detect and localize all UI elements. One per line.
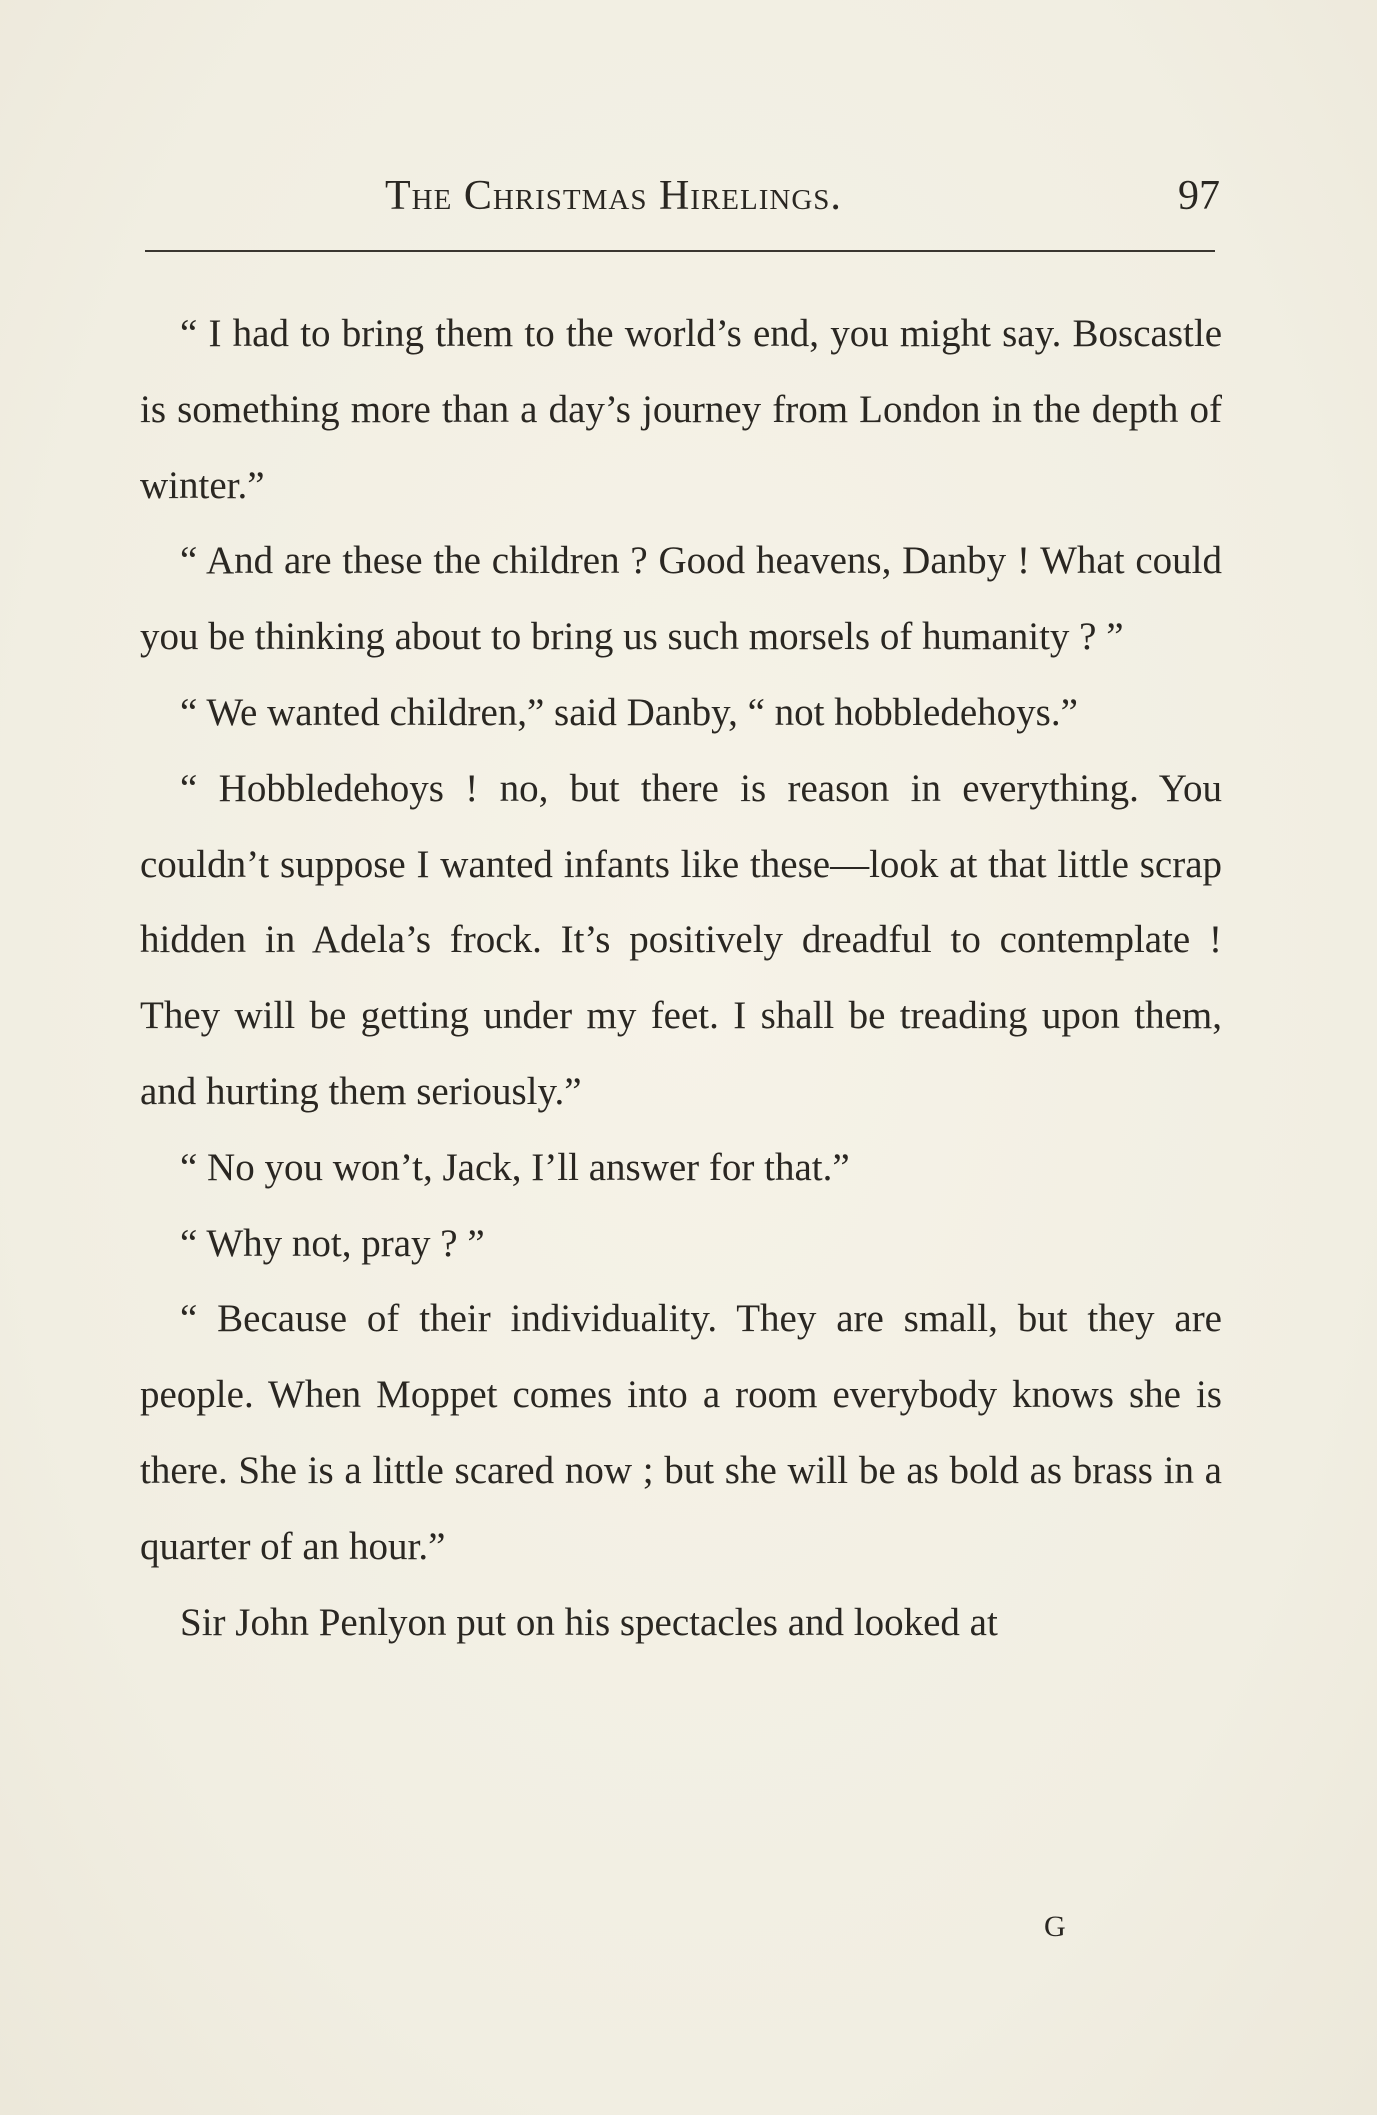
paragraph: Sir John Penlyon put on his spectacles and looked at (180, 1600, 998, 1644)
paragraph: “ No you won’t, Jack, I’ll answer for that.” (180, 1145, 850, 1189)
paragraph: “ I had to bring them to the world’s end, you might say. Boscastle is something more than a day’s journey from London in the depth of winter.” (140, 312, 1222, 507)
running-title: The Christmas Hirelings. (385, 173, 842, 219)
paragraph: “ Hobbledehoys ! no, but there is reason in everything. You couldn’t suppose I wanted infants like these—look at that little scrap hidden in Adela’s frock. It’s positively dreadful to contemplate ! They will be getting under my feet. I shall be treading upon them, and hurting them seriously.” (140, 766, 1222, 1113)
paragraph: “ Why not, pray ? ” (180, 1221, 485, 1265)
signature-mark: G (1044, 1910, 1066, 1943)
body-text (140, 296, 1222, 1660)
paragraph: “ And are these the children ? Good heavens, Danby ! What could you be thinking about to bring us such morsels of humanity ? ” (140, 539, 1222, 659)
page-header (140, 172, 1220, 232)
paragraph: “ Because of their individuality. They are small, but they are people. When Moppet comes into a room everybody knows she is there. She is a little scared now ; but she will be as bold as brass in a quarter of an hour.” (140, 1297, 1222, 1568)
header-rule (145, 250, 1215, 252)
paragraph: “ We wanted children,” said Danby, “ not hobbledehoys.” (180, 690, 1078, 734)
page-number: 97 (1178, 173, 1220, 219)
